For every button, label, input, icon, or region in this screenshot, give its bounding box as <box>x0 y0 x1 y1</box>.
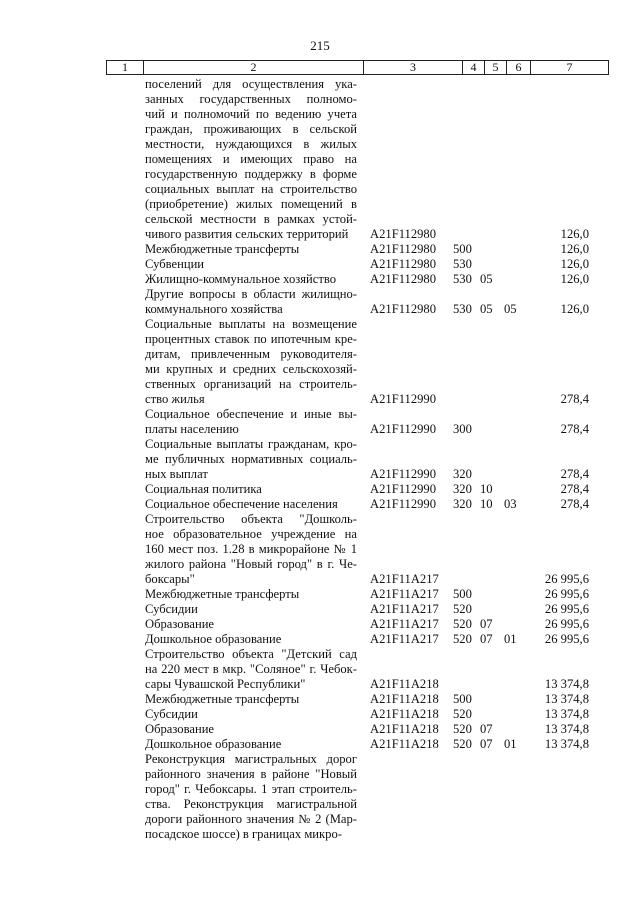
row-amount: 13 374,8 <box>544 692 589 706</box>
table-row <box>0 737 640 752</box>
table-row <box>0 257 640 272</box>
row-amount: 126,0 <box>560 272 589 286</box>
table-row <box>0 587 640 602</box>
row-name-line: Дошкольное образование <box>145 632 282 646</box>
row-name-line: государственную поддержку в форме <box>145 167 357 181</box>
header-col-4: 4 <box>463 61 485 74</box>
row-amount: 126,0 <box>560 302 589 316</box>
row-name <box>145 497 357 512</box>
table-row <box>0 482 640 497</box>
row-name-line: Реконструкция магистральных дорог <box>145 752 357 766</box>
header-col-1: 1 <box>107 61 144 74</box>
table-row <box>0 707 640 722</box>
row-code: А21F112980 <box>370 302 437 316</box>
row-expense-type: 500 <box>453 692 472 706</box>
table-row <box>0 617 640 632</box>
row-name-line: районного значения в районе "Новый <box>145 767 357 781</box>
row-code: А21F112990 <box>370 482 437 496</box>
row-name-line: чивого развития сельских территорий <box>145 227 349 241</box>
row-name-line: местности, нуждающихся в жилых <box>145 137 357 151</box>
row-name <box>145 257 357 272</box>
row-name <box>145 617 357 632</box>
row-expense-type: 320 <box>453 497 472 511</box>
row-name-line: боксары" <box>145 572 195 586</box>
row-name <box>145 317 357 407</box>
row-code: А21F112980 <box>370 257 437 271</box>
row-name-line: процентных ставок по ипотечным кре- <box>145 332 357 346</box>
row-name <box>145 587 357 602</box>
row-name <box>145 272 357 287</box>
row-code: А21F11А218 <box>370 677 439 691</box>
row-section: 07 <box>480 737 493 751</box>
row-name <box>145 407 357 437</box>
row-name-line: Другие вопросы в области жилищно- <box>145 287 357 301</box>
row-name-line: Субсидии <box>145 707 198 721</box>
row-amount: 26 995,6 <box>544 587 589 601</box>
header-col-2: 2 <box>144 61 364 74</box>
row-expense-type: 500 <box>453 242 472 256</box>
row-name-line: Жилищно-коммунальное хозяйство <box>145 272 337 286</box>
header-col-7: 7 <box>566 60 573 74</box>
table-row <box>0 752 640 842</box>
row-name-line: ме публичных нормативных социаль- <box>145 452 357 466</box>
row-name <box>145 602 357 617</box>
row-name-line: граждан, проживающих в сельской <box>145 122 357 136</box>
row-name-line: помещениях и имеющих право на <box>145 152 357 166</box>
row-name-line: сельской местности в рамках устой- <box>145 212 357 226</box>
row-amount: 126,0 <box>560 227 589 241</box>
row-name-line: ство жилья <box>145 392 205 406</box>
table-header <box>106 60 609 75</box>
row-amount: 13 374,8 <box>544 737 589 751</box>
row-section: 05 <box>480 302 493 316</box>
table-row <box>0 647 640 692</box>
table-row <box>0 317 640 407</box>
row-code: А21F11А217 <box>370 617 439 631</box>
row-name <box>145 647 357 692</box>
table-row <box>0 407 640 437</box>
row-code: А21F112980 <box>370 272 437 286</box>
row-name-line: сары Чувашской Республики" <box>145 677 306 691</box>
row-name-line: Образование <box>145 722 215 736</box>
table-row <box>0 497 640 512</box>
row-name-line: чий и полномочий по ведению учета <box>145 107 357 121</box>
row-name <box>145 737 357 752</box>
row-code: А21F11А217 <box>370 602 439 616</box>
row-name-line: ства. Реконструкция магистральной <box>145 797 357 811</box>
row-section: 10 <box>480 497 493 511</box>
row-expense-type: 520 <box>453 617 472 631</box>
row-name-line: платы населению <box>145 422 239 436</box>
row-name <box>145 437 357 482</box>
row-name-line: (приобретение) жилых помещений в <box>145 197 357 211</box>
table-row <box>0 77 640 242</box>
row-code: А21F11А218 <box>370 737 439 751</box>
row-name-line: Социальное обеспечение населения <box>145 497 338 511</box>
table-row <box>0 437 640 482</box>
row-code: А21F11А218 <box>370 692 439 706</box>
row-amount: 278,4 <box>560 467 589 481</box>
row-expense-type: 520 <box>453 707 472 721</box>
row-amount: 26 995,6 <box>544 632 589 646</box>
row-code: А21F112990 <box>370 497 437 511</box>
row-name-line: город" г. Чебоксары. 1 этап строитель- <box>145 782 357 796</box>
row-name-line: ми крупных и средних сельскохозяй- <box>145 362 357 376</box>
row-amount: 278,4 <box>560 482 589 496</box>
table-row <box>0 632 640 647</box>
row-name <box>145 722 357 737</box>
row-name-line: занных государственных полномо- <box>145 92 357 106</box>
row-name-line: на 220 мест в мкр. "Соляное" г. Чебок- <box>145 662 357 676</box>
table-row <box>0 692 640 707</box>
row-name-line: жилого района "Новый город" в г. Че- <box>145 557 357 571</box>
table-row <box>0 602 640 617</box>
row-name-line: Межбюджетные трансферты <box>145 587 300 601</box>
row-name <box>145 632 357 647</box>
row-amount: 278,4 <box>560 392 589 406</box>
header-col-5: 5 <box>485 61 507 74</box>
row-code: А21F112990 <box>370 392 437 406</box>
row-amount: 278,4 <box>560 497 589 511</box>
page-number: 215 <box>310 38 330 53</box>
row-name-line: Строительство объекта "Дошколь- <box>145 512 357 526</box>
budget-table-body <box>0 77 640 842</box>
row-code: А21F11А218 <box>370 722 439 736</box>
header-col-6: 6 <box>507 61 531 74</box>
row-expense-type: 520 <box>453 632 472 646</box>
row-amount: 13 374,8 <box>544 677 589 691</box>
row-name-line: Дошкольное образование <box>145 737 282 751</box>
row-expense-type: 320 <box>453 482 472 496</box>
row-amount: 278,4 <box>560 422 589 436</box>
row-name <box>145 287 357 317</box>
table-row <box>0 722 640 737</box>
row-amount: 26 995,6 <box>544 572 589 586</box>
header-col-3: 3 <box>364 61 463 74</box>
row-name-line: коммунального хозяйства <box>145 302 283 316</box>
table-row <box>0 287 640 317</box>
table-row <box>0 242 640 257</box>
row-expense-type: 520 <box>453 737 472 751</box>
row-name-line: дитам, привлеченным руководителя- <box>145 347 357 361</box>
row-name-line: Субсидии <box>145 602 198 616</box>
row-amount: 126,0 <box>560 257 589 271</box>
row-name-line: Социальные выплаты на возмещение <box>145 317 357 331</box>
row-subsection: 05 <box>504 302 517 316</box>
row-subsection: 01 <box>504 737 517 751</box>
row-name <box>145 692 357 707</box>
row-name-line: дороги районного значения № 2 (Мар- <box>145 812 357 826</box>
row-code: А21F11А218 <box>370 707 439 721</box>
row-expense-type: 520 <box>453 722 472 736</box>
table-row <box>0 512 640 587</box>
row-name-line: ное образовательное учреждение на <box>145 527 357 541</box>
row-name-line: Межбюджетные трансферты <box>145 692 300 706</box>
row-name-line: Социальные выплаты гражданам, кро- <box>145 437 357 451</box>
row-code: А21F112980 <box>370 227 437 241</box>
row-name <box>145 77 357 242</box>
row-section: 05 <box>480 272 493 286</box>
row-expense-type: 530 <box>453 302 472 316</box>
row-name-line: Субвенции <box>145 257 205 271</box>
row-section: 10 <box>480 482 493 496</box>
row-name <box>145 482 357 497</box>
row-amount: 13 374,8 <box>544 722 589 736</box>
row-expense-type: 300 <box>453 422 472 436</box>
row-name-line: 160 мест поз. 1.28 в микрорайоне № 1 <box>145 542 357 556</box>
row-name-line: Образование <box>145 617 215 631</box>
row-expense-type: 530 <box>453 272 472 286</box>
row-expense-type: 320 <box>453 467 472 481</box>
row-name-line: Межбюджетные трансферты <box>145 242 300 256</box>
row-expense-type: 500 <box>453 587 472 601</box>
row-name-line: посадское шоссе) в границах микро- <box>145 827 342 841</box>
row-expense-type: 530 <box>453 257 472 271</box>
row-name-line: Строительство объекта "Детский сад <box>145 647 357 661</box>
row-subsection: 03 <box>504 497 517 511</box>
row-name-line: ственных организаций на строитель- <box>145 377 357 391</box>
row-section: 07 <box>480 617 493 631</box>
row-code: А21F11А217 <box>370 587 439 601</box>
row-section: 07 <box>480 722 493 736</box>
row-amount: 13 374,8 <box>544 707 589 721</box>
row-amount: 26 995,6 <box>544 617 589 631</box>
row-code: А21F112990 <box>370 467 437 481</box>
row-name <box>145 512 357 587</box>
row-name-line: Социальная политика <box>145 482 262 496</box>
row-expense-type: 520 <box>453 602 472 616</box>
row-code: А21F112990 <box>370 422 437 436</box>
row-code: А21F11А217 <box>370 572 439 586</box>
row-subsection: 01 <box>504 632 517 646</box>
row-name <box>145 242 357 257</box>
row-amount: 26 995,6 <box>544 602 589 616</box>
row-name-line: поселений для осуществления ука- <box>145 77 357 91</box>
row-name <box>145 752 357 842</box>
row-amount: 126,0 <box>560 242 589 256</box>
row-code: А21F112980 <box>370 242 437 256</box>
row-name <box>145 707 357 722</box>
row-section: 07 <box>480 632 493 646</box>
row-code: А21F11А217 <box>370 632 439 646</box>
table-row <box>0 272 640 287</box>
row-name-line: Социальное обеспечение и иные вы- <box>145 407 357 421</box>
row-name-line: ных выплат <box>145 467 208 481</box>
row-name-line: социальных выплат на строительство <box>145 182 357 196</box>
